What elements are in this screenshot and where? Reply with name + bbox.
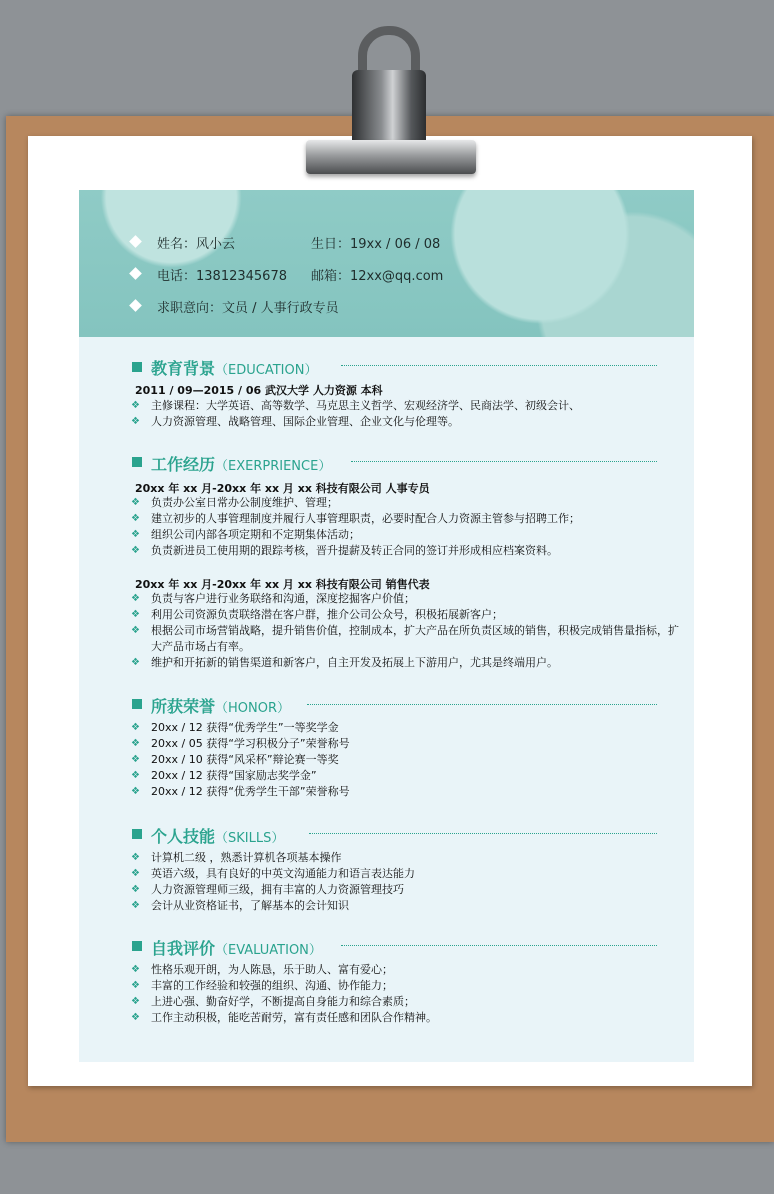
list-item xyxy=(127,768,687,784)
bullet-icon: ❖ xyxy=(131,657,140,668)
section-title-education: 教育背景（EDUCATION） xyxy=(151,359,318,378)
section-square-icon xyxy=(132,699,142,709)
list-item-text: 负责与客户进行业务联络和沟通，深度挖掘客户价值； xyxy=(151,592,415,605)
bullet-icon: ❖ xyxy=(131,513,140,524)
list-item-text: 主修课程：大学英语、高等数学、马克思主义哲学、宏观经济学、民商法学、初级会计、 xyxy=(151,399,580,412)
birth-field: 生日：19xx / 06 / 08 xyxy=(311,237,441,252)
list-item-text: 会计从业资格证书，了解基本的会计知识 xyxy=(151,899,349,912)
phone-field: 电话：13812345678 xyxy=(157,269,287,284)
bullet-icon: ❖ xyxy=(131,545,140,556)
list-item xyxy=(127,866,687,882)
list-item-text: 利用公司资源负责联络潜在客户群，推介公司公众号，积极拓展新客户； xyxy=(151,608,503,621)
list-item-text: 性格乐观开朗，为人陈恳，乐于助人、富有爱心； xyxy=(151,963,393,976)
section-title-work: 工作经历（EXERPRIENCE） xyxy=(151,455,332,474)
divider xyxy=(309,833,657,834)
bullet-icon: ❖ xyxy=(131,609,140,620)
diamond-bullet-icon xyxy=(129,299,142,312)
list-item xyxy=(127,752,687,768)
section-square-icon xyxy=(132,362,142,372)
list-item-text: 负责新进员工使用期的跟踪考核，晋升提薪及转正合同的签订并形成相应档案资料。 xyxy=(151,544,558,557)
bullet-icon: ❖ xyxy=(131,1012,140,1023)
list-item-text: 20xx / 12 获得“国家励志奖学金” xyxy=(151,769,317,782)
education-list xyxy=(127,398,687,430)
divider xyxy=(351,461,657,462)
bullet-icon: ❖ xyxy=(131,852,140,863)
email-field: 邮箱：12xx@qq.com xyxy=(311,269,444,284)
list-item-text: 建立初步的人事管理制度并履行人事管理职责，必要时配合人力资源主管参与招聘工作； xyxy=(151,512,580,525)
skills-list xyxy=(127,850,687,914)
list-item-text: 人力资源管理师三级，拥有丰富的人力资源管理技巧 xyxy=(151,883,404,896)
bullet-icon: ❖ xyxy=(131,786,140,797)
list-item xyxy=(127,784,687,800)
list-item-text: 英语六级，具有良好的中英文沟通能力和语言表达能力 xyxy=(151,867,415,880)
list-item-text: 计算机二级 ，熟悉计算机各项基本操作 xyxy=(151,851,342,864)
bullet-icon: ❖ xyxy=(131,738,140,749)
bullet-icon: ❖ xyxy=(131,497,140,508)
list-item-text: 上进心强、勤奋好学，不断提高自身能力和综合素质； xyxy=(151,995,415,1008)
list-item xyxy=(127,720,687,736)
bullet-icon: ❖ xyxy=(131,754,140,765)
resume-header xyxy=(79,190,694,337)
list-item xyxy=(127,414,687,430)
list-item xyxy=(127,850,687,866)
diamond-bullet-icon xyxy=(129,235,142,248)
list-item xyxy=(127,1010,687,1026)
list-item-text: 工作主动积极，能吃苦耐劳，富有责任感和团队合作精神。 xyxy=(151,1011,437,1024)
list-item-text: 20xx / 05 获得“学习积极分子”荣誉称号 xyxy=(151,737,350,750)
bullet-icon: ❖ xyxy=(131,593,140,604)
bullet-icon: ❖ xyxy=(131,996,140,1007)
evaluation-list xyxy=(127,962,687,1026)
bullet-icon: ❖ xyxy=(131,722,140,733)
list-item xyxy=(127,527,687,543)
bullet-icon: ❖ xyxy=(131,884,140,895)
objective-field: 求职意向：文员 / 人事行政专员 xyxy=(157,301,339,316)
list-item xyxy=(127,655,687,671)
bullet-icon: ❖ xyxy=(131,868,140,879)
job2-period: 20xx 年 xx 月-20xx 年 xx 月 xx 科技有限公司 销售代表 xyxy=(135,578,430,591)
bullet-icon: ❖ xyxy=(131,900,140,911)
list-item xyxy=(127,898,687,914)
binder-clip xyxy=(306,140,476,174)
list-item xyxy=(127,398,687,414)
bullet-icon: ❖ xyxy=(131,400,140,411)
name-field: 姓名：风小云 xyxy=(157,237,236,252)
honor-list xyxy=(127,720,687,800)
section-title-honor: 所获荣誉（HONOR） xyxy=(151,697,291,716)
resume xyxy=(79,190,694,1062)
divider xyxy=(341,365,657,366)
list-item xyxy=(127,962,687,978)
bullet-icon: ❖ xyxy=(131,625,140,636)
list-item-text: 根据公司市场营销战略，提升销售价值，控制成本，扩大产品在所负责区域的销售，积极完成销售量指标，扩大产品市场占有率。 xyxy=(151,624,679,653)
bullet-icon: ❖ xyxy=(131,980,140,991)
list-item xyxy=(127,978,687,994)
list-item xyxy=(127,736,687,752)
list-item-text: 维护和开拓新的销售渠道和新客户，自主开发及拓展上下游用户，尤其是终端用户。 xyxy=(151,656,558,669)
list-item xyxy=(127,882,687,898)
list-item-text: 人力资源管理、战略管理、国际企业管理、企业文化与伦理等。 xyxy=(151,415,459,428)
job1-period: 20xx 年 xx 月-20xx 年 xx 月 xx 科技有限公司 人事专员 xyxy=(135,482,430,495)
divider xyxy=(341,945,657,946)
list-item-text: 组织公司内部各项定期和不定期集体活动； xyxy=(151,528,360,541)
section-title-skills: 个人技能（SKILLS） xyxy=(151,827,285,846)
clip-body xyxy=(352,70,426,146)
section-square-icon xyxy=(132,457,142,467)
job1-list xyxy=(127,495,687,559)
list-item xyxy=(127,623,687,655)
list-item-text: 20xx / 12 获得“优秀学生干部”荣誉称号 xyxy=(151,785,350,798)
diamond-bullet-icon xyxy=(129,267,142,280)
bullet-icon: ❖ xyxy=(131,964,140,975)
bullet-icon: ❖ xyxy=(131,529,140,540)
job2-list xyxy=(127,591,687,671)
list-item xyxy=(127,511,687,527)
list-item xyxy=(127,994,687,1010)
list-item-text: 负责办公室日常办公制度维护、管理； xyxy=(151,496,338,509)
list-item-text: 丰富的工作经验和较强的组织、沟通、协作能力； xyxy=(151,979,393,992)
list-item xyxy=(127,495,687,511)
bullet-icon: ❖ xyxy=(131,770,140,781)
section-square-icon xyxy=(132,941,142,951)
list-item xyxy=(127,591,687,607)
list-item xyxy=(127,607,687,623)
list-item xyxy=(127,543,687,559)
bullet-icon: ❖ xyxy=(131,416,140,427)
list-item-text: 20xx / 10 获得“风采杯”辩论赛一等奖 xyxy=(151,753,339,766)
list-item-text: 20xx / 12 获得“优秀学生”一等奖学金 xyxy=(151,721,339,734)
section-title-evaluation: 自我评价（EVALUATION） xyxy=(151,939,322,958)
section-square-icon xyxy=(132,829,142,839)
education-period: 2011 / 09—2015 / 06 武汉大学 人力资源 本科 xyxy=(135,384,383,397)
divider xyxy=(307,704,657,705)
